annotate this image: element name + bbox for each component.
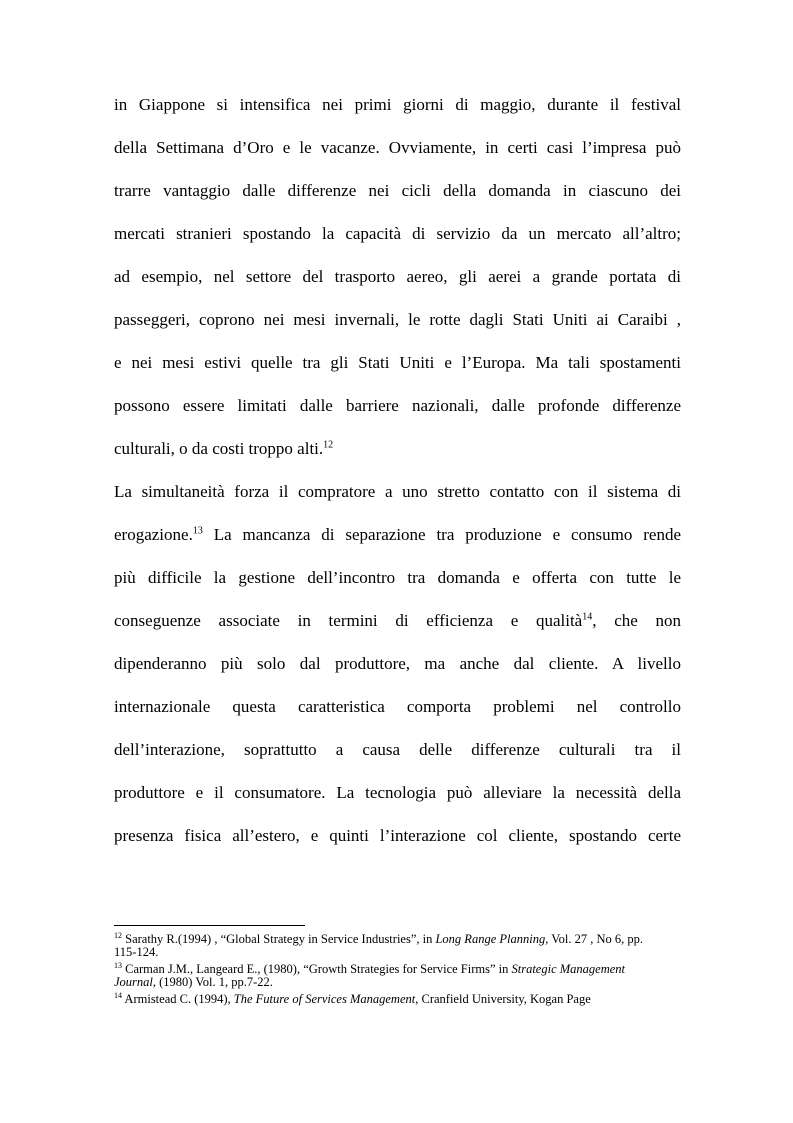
footnote-title: The Future of Services Management [233,992,416,1006]
body-line: internazionale questa caratteristica comporta problemi nel controllo [114,697,681,716]
footnote-ref[interactable]: 14 [582,611,593,623]
footnote-number: 13 [114,960,122,970]
body-line: dipenderanno più solo dal produttore, ma anche dal cliente. A livello [114,654,681,673]
body-line: produttore e il consumatore. La tecnologia può alleviare la necessità della [114,783,681,802]
footnote-text: , (1980) Vol. 1, pp.7-22. [152,975,273,989]
footnote-text: Carman J.M., Langeard E., (1980), “Growth Strategies for Service Firms” in [122,962,512,976]
body-line: mercati stranieri spostando la capacità di servizio da un mercato all’altro; [114,224,681,243]
body-line: presenza fisica all’estero, e quinti l’interazione col cliente, spostando certe [114,826,681,845]
body-line: passeggeri, coprono nei mesi invernali, le rotte dagli Stati Uniti ai Caraibi , [114,310,681,329]
body-text: conseguenze associate in termini di efficienza e qualità [114,611,583,630]
footnote-13 [114,960,681,989]
body-line: La simultaneità forza il compratore a uno stretto contatto con il sistema di [114,482,681,501]
body-line: dell’interazione, soprattutto a causa delle differenze culturali tra il [114,740,681,759]
body-line [114,524,681,546]
body-line [114,610,681,632]
body-line: in Giappone si intensifica nei primi giorni di maggio, durante il festival [114,95,681,114]
footnote-text: Armistead C. (1994), [122,992,234,1006]
footnote-title: Long Range Planning [435,932,546,946]
footnote-separator [114,925,305,926]
body-line: possono essere limitati dalle barriere nazionali, dalle profonde differenze [114,396,681,415]
body-line [114,438,681,460]
footnote-text: , Vol. 27 , No 6, pp. [545,932,644,946]
body-text: , che non [592,611,681,630]
footnote-14 [114,990,681,1006]
body-text: erogazione. [114,525,193,544]
body-line: della Settimana d’Oro e le vacanze. Ovviamente, in certi casi l’impresa può [114,138,681,157]
footnote-title: Strategic Management [511,962,625,976]
footnote-title: Journal [114,975,153,989]
footnote-text: , Cranfield University, Kogan Page [415,992,591,1006]
body-line: più difficile la gestione dell’incontro tra domanda e offerta con tutte le [114,568,681,587]
body-line: trarre vantaggio dalle differenze nei cicli della domanda in ciascuno dei [114,181,681,200]
body-text: culturali, o da costi troppo alti. [114,439,324,458]
body-line: ad esempio, nel settore del trasporto aereo, gli aerei a grande portata di [114,267,681,286]
footnote-text: 115-124. [114,945,159,959]
footnote-ref[interactable]: 12 [323,439,334,451]
footnote-12 [114,930,681,959]
footnote-text: Sarathy R.(1994) , “Global Strategy in Service Industries”, in [122,932,436,946]
footnote-number: 14 [114,990,122,1000]
body-line: e nei mesi estivi quelle tra gli Stati Uniti e l’Europa. Ma tali spostamenti [114,353,681,372]
body-text: La mancanza di separazione tra produzione e consumo rende [202,525,681,544]
footnote-number: 12 [114,930,122,940]
footnote-ref[interactable]: 13 [192,525,203,537]
